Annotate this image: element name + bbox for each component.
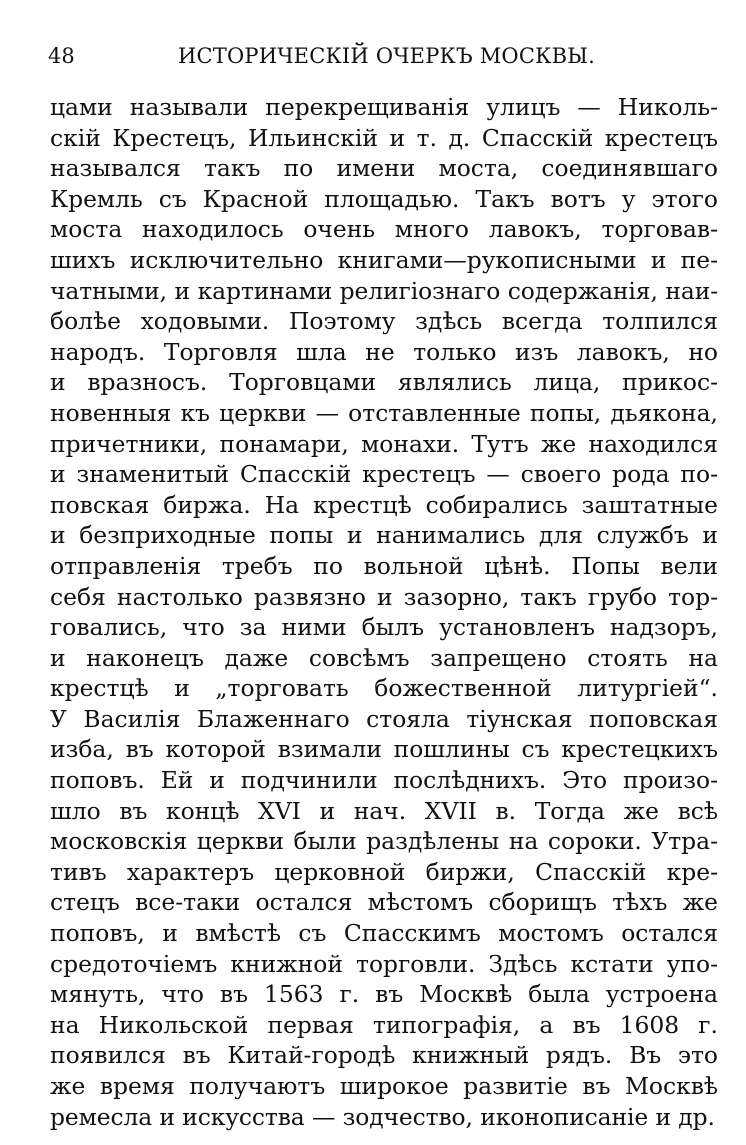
text-line: шло въ концѣ XVI и нач. XVII в. Тогда же всѣ [50, 796, 718, 825]
text-line: отправленія требъ по вольной цѣнѣ. Попы вели [50, 551, 718, 580]
text-line: и знаменитый Спасскій крестецъ — своего рода по- [50, 460, 718, 489]
text-line: себя настолько развязно и зазорно, такъ грубо тор- [50, 582, 718, 611]
page-number: 48 [48, 44, 75, 68]
text-line: шихъ исключительно книгами—рукописными и пе- [50, 245, 718, 274]
text-line: причетники, понамари, монахи. Тутъ же находился [50, 429, 718, 458]
text-line: крестцѣ и „торговать божественной литургіей“. [50, 674, 718, 703]
text-line: московскія церкви были раздѣлены на сороки. Утра- [50, 827, 718, 856]
text-line: и безприходные попы и нанимались для службъ и [50, 521, 718, 550]
page-header [48, 44, 718, 80]
text-line: У Василія Блаженнаго стояла тіунская поповская [50, 704, 718, 733]
text-line: поповъ, и вмѣстѣ съ Спасскимъ мостомъ остался [50, 919, 718, 948]
text-line: средоточіемъ книжной торговли. Здѣсь кстати упо- [50, 949, 718, 978]
text-line: же время получаютъ широкое развитіе въ Москвѣ [50, 1072, 718, 1100]
text-line: и наконецъ даже совсѣмъ запрещено стоять на [50, 643, 718, 672]
text-line: говались, что за ними былъ установленъ надзоръ, [50, 613, 718, 642]
body-text [50, 92, 718, 1132]
running-title: ИСТОРИЧЕСКІЙ ОЧЕРКЪ МОСКВЫ. [178, 44, 595, 68]
text-line: появился въ Китай-городѣ книжный рядъ. Въ это [50, 1041, 718, 1070]
text-line: поповъ. Ей и подчинили послѣднихъ. Это произо- [50, 766, 718, 795]
text-line: моста находилось очень много лавокъ, торговав- [50, 215, 718, 244]
text-line: скій Крестецъ, Ильинскій и т. д. Спасскій крестецъ [50, 123, 718, 152]
text-line: болѣе ходовыми. Поэтому здѣсь всегда толпился [50, 307, 718, 336]
text-line: Кремль съ Красной площадью. Такъ вотъ у этого [50, 184, 718, 213]
text-line: и вразносъ. Торговцами являлись лица, прикос- [50, 368, 718, 397]
text-line: назывался такъ по имени моста, соединявшаго [50, 154, 718, 183]
text-line: ремесла и искусства — зодчество, иконописаніе и др. [50, 1102, 715, 1131]
text-line: чатными, и картинами религіознаго содержанія, наи- [50, 276, 718, 305]
text-line: стецъ все-таки остался мѣстомъ сборищъ тѣхъ же [50, 888, 718, 917]
text-line: повская биржа. На крестцѣ собирались заштатные [50, 490, 718, 519]
text-line: на Никольской первая типографія, а въ 1608 г. [50, 1010, 718, 1039]
text-line: тивъ характеръ церковной биржи, Спасскій кре- [50, 857, 718, 886]
text-line: изба, въ которой взимали пошлины съ крестецкихъ [50, 735, 718, 764]
text-line: новенныя къ церкви — отставленные попы, дьякона, [50, 398, 718, 427]
text-line: мянуть, что въ 1563 г. въ Москвѣ была устроена [50, 980, 718, 1009]
text-line: цами называли перекрещиванія улицъ — Николь- [50, 93, 718, 121]
text-line: народъ. Торговля шла не только изъ лавокъ, но [50, 337, 718, 366]
